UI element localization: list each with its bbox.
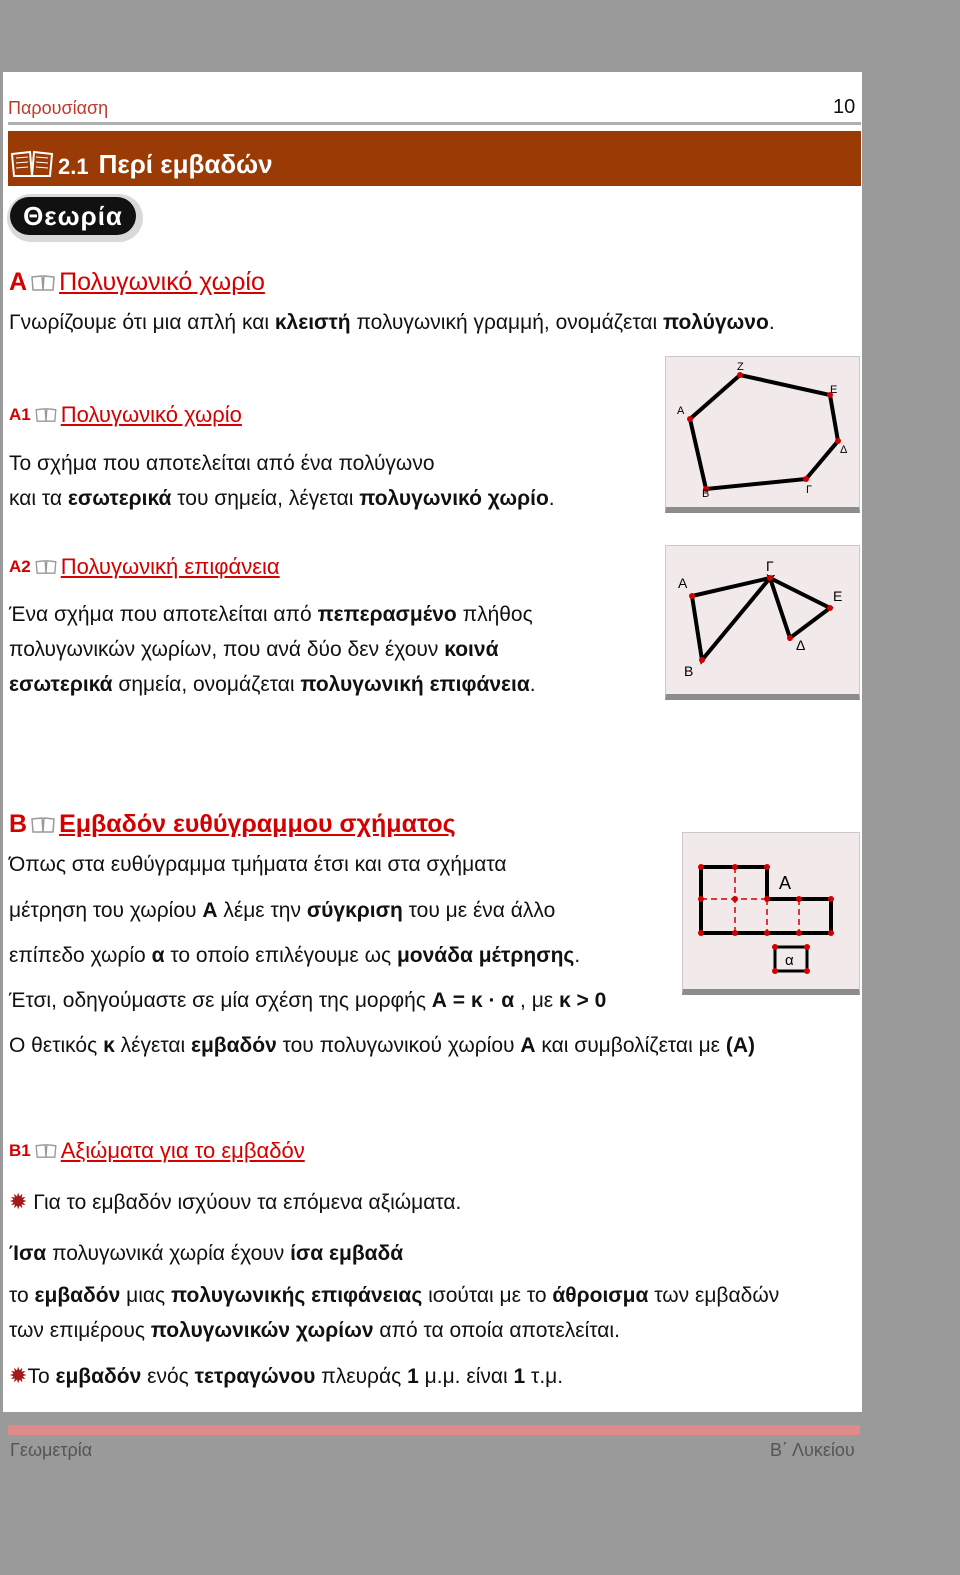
- paragraph-b1-line2: Ίσα πολυγωνικά χωρία έχουν ίσα εμβαδά: [9, 1242, 404, 1265]
- book-icon: [31, 816, 55, 834]
- vertex-label-b: Β: [684, 663, 694, 679]
- paragraph-a2-line2: πολυγωνικών χωρίων, που ανά δύο δεν έχουν κοινά: [9, 638, 499, 661]
- paragraph-b1-line5: ✹Το εμβαδόν ενός τετραγώνου πλευράς 1 μ.μ. είναι 1 τ.μ.: [9, 1363, 564, 1388]
- book-icon: [31, 274, 55, 292]
- footer-grade: Β΄ Λυκείου: [770, 1440, 855, 1460]
- paragraph-b1-line3: το εμβαδόν μιας πολυγωνικής επιφάνειας ισούται με το άθροισμα των εμβαδών: [9, 1284, 780, 1307]
- heading-b1: [9, 1138, 305, 1164]
- vertex-label-z: Ζ: [737, 361, 744, 373]
- footer-subject: Γεωμετρία: [10, 1440, 93, 1460]
- vertex-label-b: Β: [702, 488, 710, 500]
- heading-a2: [9, 554, 280, 580]
- section-number: 2.1: [58, 154, 89, 179]
- vertex-label-a: Α: [678, 575, 688, 591]
- vertex-label-e: Ε: [830, 384, 838, 396]
- book-icon: [35, 559, 57, 575]
- book-icon: [35, 1143, 57, 1159]
- paragraph-b-line1: Όπως στα ευθύγραμμα τμήματα έτσι και στα σχήματα: [9, 853, 507, 876]
- heading-a-label: Α: [9, 268, 28, 296]
- vertex-label-g: Γ: [806, 484, 813, 496]
- heading-a-title: Πολυγωνικό χωρίο: [59, 268, 265, 296]
- vertex-label-a: Α: [677, 405, 685, 417]
- unit-label-alpha: α: [785, 952, 794, 969]
- heading-a: [9, 268, 265, 297]
- paragraph-b-line3: επίπεδο χωρίο α το οποίο επιλέγουμε ως μονάδα μέτρησης.: [9, 944, 581, 967]
- figure-polygonal-surface: [665, 545, 860, 700]
- heading-a1: [9, 402, 242, 428]
- paragraph-b-line5: Ο θετικός κ λέγεται εμβαδόν του πολυγωνικού χωρίου Α και συμβολίζεται με (Α): [9, 1034, 756, 1057]
- paragraph-b-line2: μέτρηση του χωρίου Α λέμε την σύγκριση του με ένα άλλο: [9, 899, 556, 922]
- paragraph-a2-line3: εσωτερικά σημεία, ονομάζεται πολυγωνική επιφάνεια.: [9, 673, 536, 696]
- section-title: [10, 148, 273, 180]
- heading-b-title: Εμβαδόν ευθύγραμμου σχήματος: [59, 810, 456, 838]
- theory-badge: Θεωρία: [10, 197, 136, 235]
- region-label-a: Α: [779, 873, 792, 893]
- paragraph-b-line4: Έτσι, οδηγούμαστε σε μία σχέση της μορφής Α = κ · α , με κ > 0: [9, 989, 607, 1012]
- book-icon: [10, 148, 54, 180]
- paragraph-a: Γνωρίζουμε ότι μια απλή και κλειστή πολυγωνική γραμμή, ονομάζεται πολύγωνο.: [9, 311, 775, 334]
- vertex-label-d: Δ: [840, 444, 848, 456]
- vertex-label-e: Ε: [833, 588, 843, 604]
- figure-area-unit: [682, 832, 860, 995]
- heading-a2-label: Α2: [9, 557, 31, 576]
- figure-polygon: [665, 356, 860, 513]
- heading-b-label: Β: [9, 810, 28, 838]
- running-header-title: Παρουσίαση: [8, 98, 109, 118]
- heading-a2-title: Πολυγωνική επιφάνεια: [60, 554, 280, 579]
- book-icon: [35, 407, 57, 423]
- heading-a1-title: Πολυγωνικό χωρίο: [60, 402, 242, 427]
- paragraph-a1-line2: και τα εσωτερικά του σημεία, λέγεται πολυγωνικό χωρίο.: [9, 487, 555, 510]
- footer-divider: [8, 1425, 860, 1435]
- heading-b1-title: Αξιώματα για το εμβαδόν: [60, 1138, 305, 1163]
- header-divider: [8, 122, 861, 125]
- paragraph-a2-line1: Ένα σχήμα που αποτελείται από πεπερασμένο πλήθος: [9, 603, 533, 626]
- paragraph-b1-line4: των επιμέρους πολυγωνικών χωρίων από τα οποία αποτελείται.: [9, 1319, 620, 1342]
- section-heading: Περί εμβαδών: [98, 149, 273, 179]
- heading-b: [9, 810, 456, 839]
- heading-b1-label: Β1: [9, 1141, 31, 1160]
- vertex-label-d: Δ: [796, 637, 806, 653]
- vertex-label-g: Γ: [766, 558, 774, 574]
- page-number: 10: [833, 96, 856, 118]
- paragraph-b1-bullet1: ✹ Για το εμβαδόν ισχύουν τα επόμενα αξιώματα.: [9, 1189, 462, 1214]
- paragraph-a1-line1: Το σχήμα που αποτελείται από ένα πολύγωνο: [9, 452, 435, 475]
- bullet-star-icon: ✹: [9, 1189, 28, 1214]
- heading-a1-label: Α1: [9, 405, 31, 424]
- bullet-star-icon: ✹: [9, 1363, 28, 1388]
